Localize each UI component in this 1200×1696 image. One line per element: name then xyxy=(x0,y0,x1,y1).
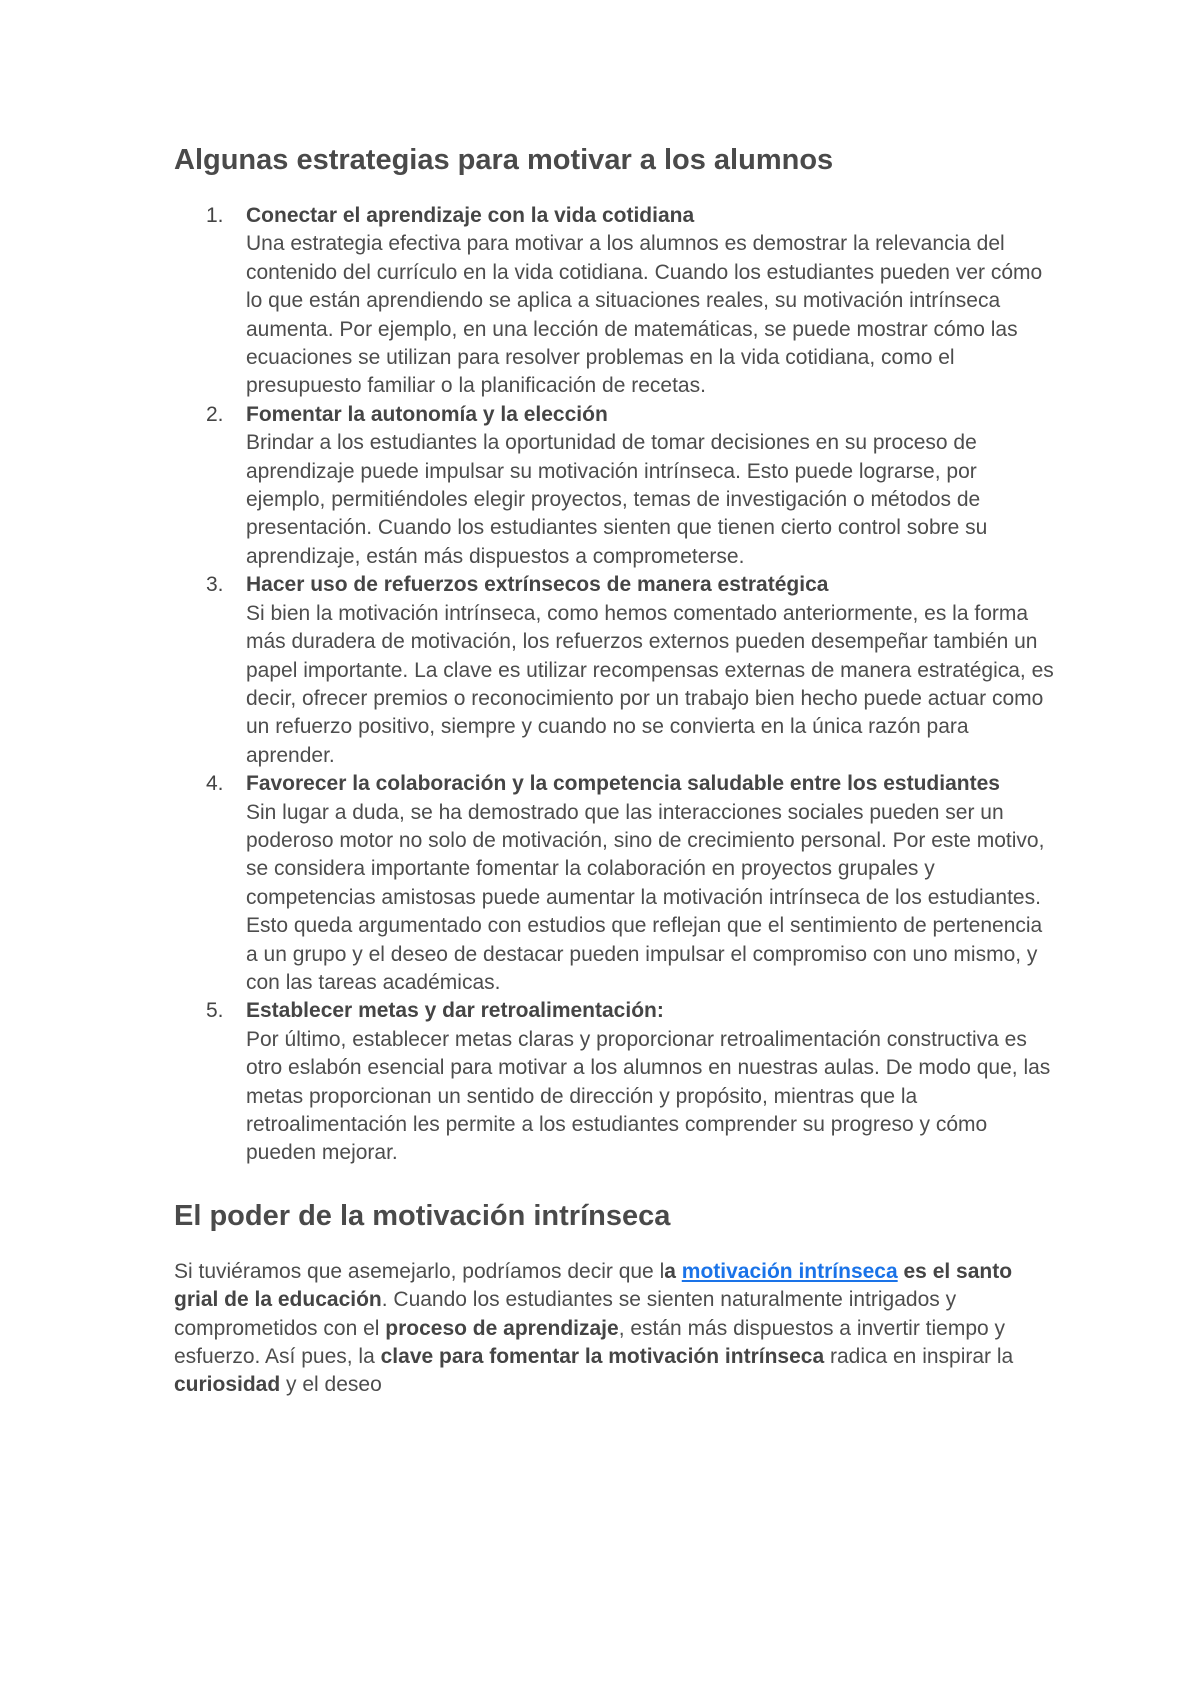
paragraph-text: Si tuviéramos que asemejarlo, podríamos decir que l xyxy=(174,1259,665,1283)
paragraph-text: y el deseo xyxy=(280,1373,382,1397)
list-item xyxy=(174,571,1054,770)
section-heading-intrinsic-motivation: El poder de la motivación intrínseca xyxy=(174,1199,671,1232)
paragraph-bold-text: a xyxy=(664,1259,682,1283)
list-item-title: Hacer uso de refuerzos extrínsecos de manera estratégica xyxy=(246,573,829,597)
document-page xyxy=(174,140,1054,1400)
list-item-number: 3. xyxy=(206,573,224,597)
paragraph-bold-text: es el santo grial de la educación xyxy=(174,1259,1013,1312)
strategies-list xyxy=(174,202,1054,1168)
list-item-body: Una estrategia efectiva para motivar a los alumnos es demostrar la relevancia del contenido del currículo en la vida cotidiana. Cuando los estudiantes pueden ver cómo lo que están aprendiendo se aplica a situaciones reales, su motivación intrínseca aumenta. Por ejemplo, en una lección de matemáticas, se puede mostrar cómo las ecuaciones se utilizan para resolver problemas en la vida cotidiana, como el presupuesto familiar o la planificación de recetas. xyxy=(246,232,1043,398)
list-item xyxy=(174,997,1054,1167)
list-item-title: Establecer metas y dar retroalimentación: xyxy=(246,999,664,1023)
paragraph-bold-text: clave para fomentar la motivación intrínseca xyxy=(380,1345,825,1369)
list-item-number: 1. xyxy=(206,204,224,227)
list-item xyxy=(174,202,1054,401)
list-item-body: Por último, establecer metas claras y proporcionar retroalimentación constructiva es otro eslabón esencial para motivar a los alumnos en nuestras aulas. De modo que, las metas proporcionan un sentido de dirección y propósito, mientras que la retroalimentación les permite a los estudiantes comprender su progreso y cómo pueden mejorar. xyxy=(246,1027,1051,1165)
list-item-number: 2. xyxy=(206,402,224,426)
paragraph-text: . Cuando los estudiantes se sienten naturalmente intrigados y comprometidos con el xyxy=(174,1288,957,1340)
list-item-title: Conectar el aprendizaje con la vida cotidiana xyxy=(246,204,695,227)
list-item-title: Favorecer la colaboración y la competencia saludable entre los estudiantes xyxy=(246,772,1000,796)
list-item-number: 5. xyxy=(206,999,224,1023)
intrinsic-motivation-link[interactable]: motivación intrínseca xyxy=(681,1259,898,1283)
list-item xyxy=(174,770,1054,997)
paragraph-text: , están más dispuestos a invertir tiempo y esfuerzo. Así pues, la xyxy=(174,1316,1006,1369)
section-heading-strategies: Algunas estrategias para motivar a los alumnos xyxy=(174,144,834,176)
list-item-body: Si bien la motivación intrínseca, como hemos comentado anteriormente, es la forma más duradera de motivación, los refuerzos externos pueden desempeñar también un papel importante. La clave es utilizar recompensas externas de manera estratégica, es decir, ofrecer premios o reconocimiento por un trabajo bien hecho puede actuar como un refuerzo positivo, siempre y cuando no se convierta en la única razón para aprender. xyxy=(246,601,1054,767)
list-item-title: Fomentar la autonomía y la elección xyxy=(246,402,608,426)
list-item-body: Brindar a los estudiantes la oportunidad de tomar decisiones en su proceso de aprendizaje puede impulsar su motivación intrínseca. Esto puede lograrse, por ejemplo, permitiéndoles elegir proyectos, temas de investigación o métodos de presentación. Cuando los estudiantes sienten que tienen cierto control sobre su aprendizaje, están más dispuestos a comprometerse. xyxy=(246,431,988,568)
list-item xyxy=(174,401,1054,571)
paragraph-text: radica en inspirar la xyxy=(824,1345,1014,1369)
intro-paragraph xyxy=(174,1258,1054,1400)
list-item-body: Sin lugar a duda, se ha demostrado que las interacciones sociales pueden ser un poderoso motor no solo de motivación, sino de crecimiento personal. Por este motivo, se considera importante fomentar la colaboración en proyectos grupales y competencias amistosas puede aumentar la motivación intrínseca de los estudiantes. Esto queda argumentado con estudios que reflejan que el sentimiento de pertenencia a un grupo y el deseo de destacar pueden impulsar el compromiso con uno mismo, y con las tareas académicas. xyxy=(246,800,1045,994)
list-item-number: 4. xyxy=(206,772,224,796)
paragraph-bold-text: proceso de aprendizaje xyxy=(385,1316,619,1340)
paragraph-bold-text: curiosidad xyxy=(174,1373,281,1397)
